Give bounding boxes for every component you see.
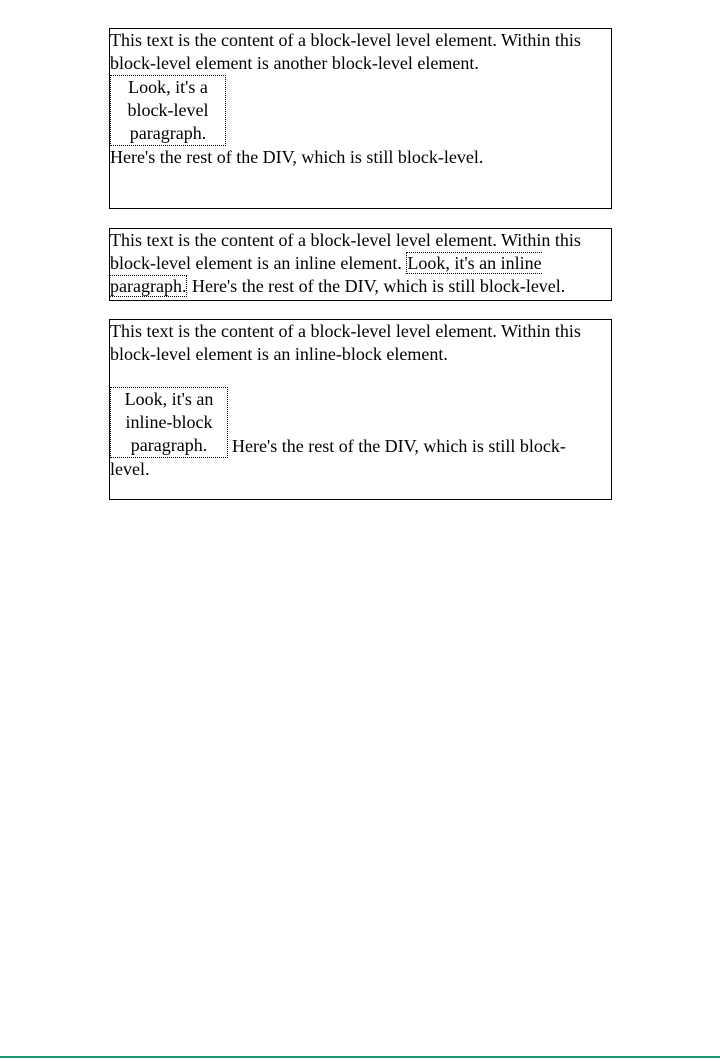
inline-div-text [110, 229, 611, 298]
div-lead-text: This text is the content of a block-level level element. Within this block-level element is another block-level element. [110, 30, 581, 73]
inline-paragraph: Look, it's an inline paragraph. [110, 253, 542, 296]
div-rest-text: Here's the rest of the DIV, which is still block- [232, 436, 566, 456]
div-lead-text: This text is the content of a block-level level element. Within this block-level element is an inline-block element. [110, 321, 581, 364]
inline-block-paragraph: Look, it's an inline-block paragraph. [110, 387, 228, 458]
inline-block-line [110, 387, 611, 458]
block-level-div [109, 28, 612, 209]
div-rest-text: Here's the rest of the DIV, which is still block-level. [187, 276, 566, 296]
block-level-paragraph: Look, it's a block-level paragraph. [110, 75, 226, 146]
inline-div [109, 228, 612, 301]
bottom-rule [0, 1056, 720, 1058]
div-rest-text: Here's the rest of the DIV, which is still block-level. [110, 147, 484, 167]
inline-block-div [109, 319, 612, 500]
div-lead-text: This text is the content of a block-level level element. Within this block-level element is an inline element. [110, 230, 581, 273]
div-rest-text-continued: level. [110, 459, 150, 479]
